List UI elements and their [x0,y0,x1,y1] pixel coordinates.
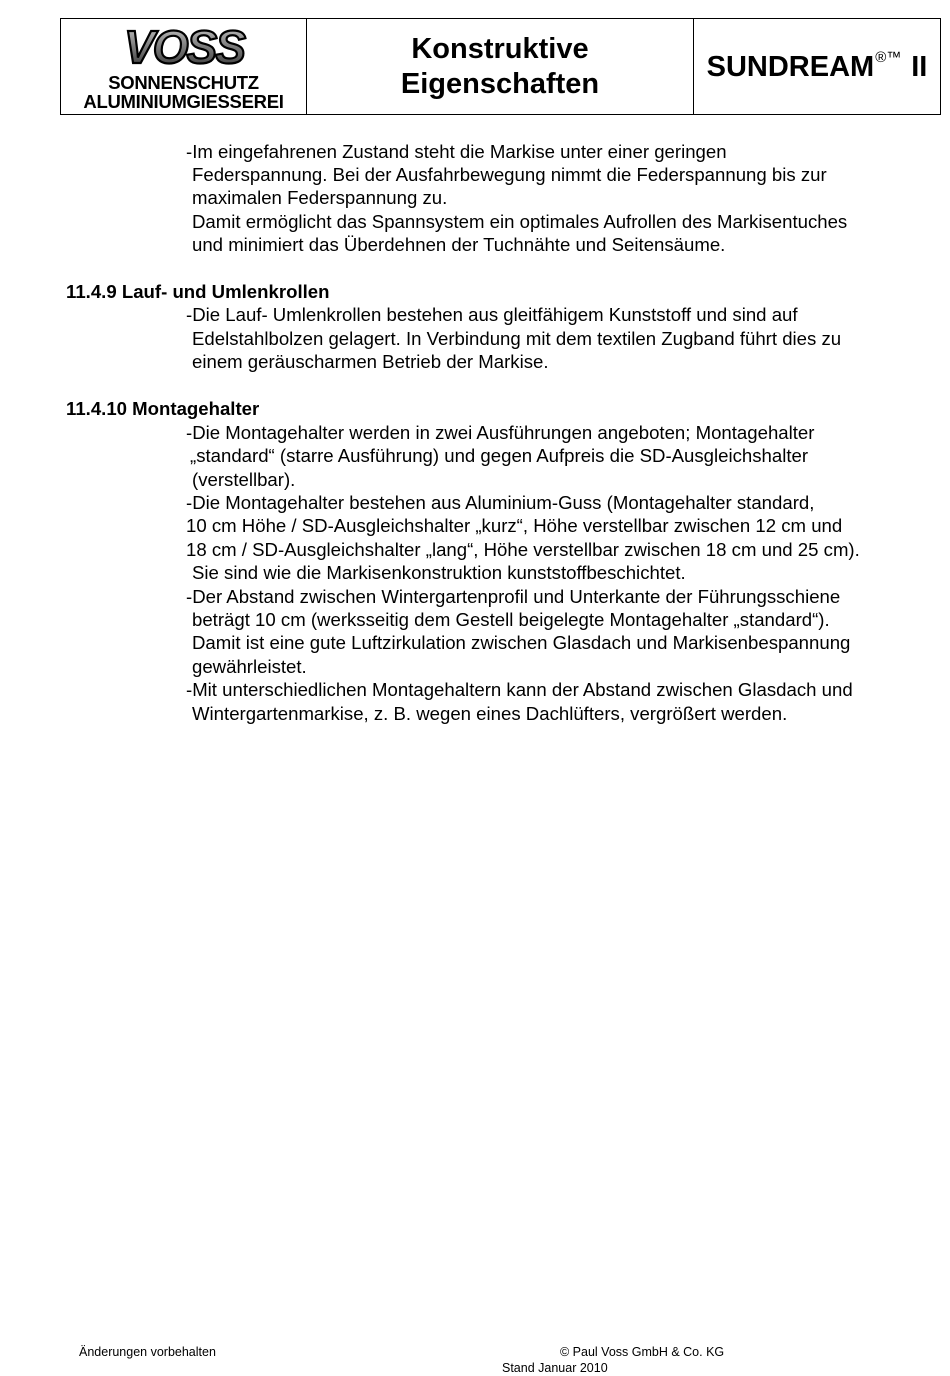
section-line: -Der Abstand zwischen Wintergartenprofil und Unterkante der Führungsschiene [186,586,841,607]
page-title: Konstruktive Eigenschaften [400,32,600,100]
footer-disclaimer: Änderungen vorbehalten [79,1345,216,1359]
section-line: -Die Montagehalter bestehen aus Aluminium-Guss (Montagehalter standard, [186,492,815,513]
logo-line-aluminiumgiesserei: ALUMINIUMGIESSEREI [83,91,284,112]
company-logo [61,19,307,114]
intro-line: -Im eingefahrenen Zustand steht die Markise unter einer geringen [186,141,727,162]
section-line: (verstellbar). [192,469,296,490]
document-header [60,18,941,115]
voss-logo-icon [81,25,287,71]
section-line: -Mit unterschiedlichen Montagehaltern kann der Abstand zwischen Glasdach und [186,679,853,700]
intro-line: Damit ermöglicht das Spannsystem ein optimales Aufrollen des Markisentuches [192,211,848,232]
section-line: Edelstahlbolzen gelagert. In Verbindung mit dem textilen Zugband führt dies zu [192,328,842,349]
section-heading-11-4-10: 11.4.10 Montagehalter [66,398,260,419]
intro-line: und minimiert das Überdehnen der Tuchnähte und Seitensäume. [192,234,726,255]
section-line: Damit ist eine gute Luftzirkulation zwischen Glasdach und Markisenbespannung [192,632,851,653]
section-line: 18 cm / SD-Ausgleichshalter „lang“, Höhe verstellbar zwischen 18 cm und 25 cm). [186,539,860,560]
trademark-marks: ®™ [875,49,902,66]
section-line: Wintergartenmarkise, z. B. wegen eines Dachlüfters, vergrößert werden. [192,703,788,724]
intro-line: maximalen Federspannung zu. [192,187,448,208]
section-line: Sie sind wie die Markisenkonstruktion kunststoffbeschichtet. [192,562,686,583]
header-product-cell [694,19,940,114]
product-name: SUNDREAM®™ II [706,49,928,83]
section-line: -Die Montagehalter werden in zwei Ausführungen angeboten; Montagehalter [186,422,815,443]
section-line: einem geräuscharmen Betrieb der Markise. [192,351,549,372]
section-line: 10 cm Höhe / SD-Ausgleichshalter „kurz“, Höhe verstellbar zwischen 12 cm und [186,515,843,536]
svg-text:VOSS: VOSS [124,25,244,71]
section-line: -Die Lauf- Umlenkrollen bestehen aus gleitfähigem Kunststoff und sind auf [186,304,798,325]
section-line: beträgt 10 cm (werksseitig dem Gestell beigelegte Montagehalter „standard“). [192,609,830,630]
section-heading-11-4-9: 11.4.9 Lauf- und Umlenkrollen [66,281,330,302]
intro-line: Federspannung. Bei der Ausfahrbewegung nimmt die Federspannung bis zur [192,164,827,185]
header-title-cell [307,19,694,114]
footer-copyright: © Paul Voss GmbH & Co. KG [560,1345,725,1359]
logo-line-sonnenschutz: SONNENSCHUTZ [108,72,259,93]
section-line: gewährleistet. [192,656,307,677]
section-line: „standard“ (starre Ausführung) und gegen Aufpreis die SD-Ausgleichshalter [190,445,809,466]
footer-date: Stand Januar 2010 [502,1361,608,1375]
